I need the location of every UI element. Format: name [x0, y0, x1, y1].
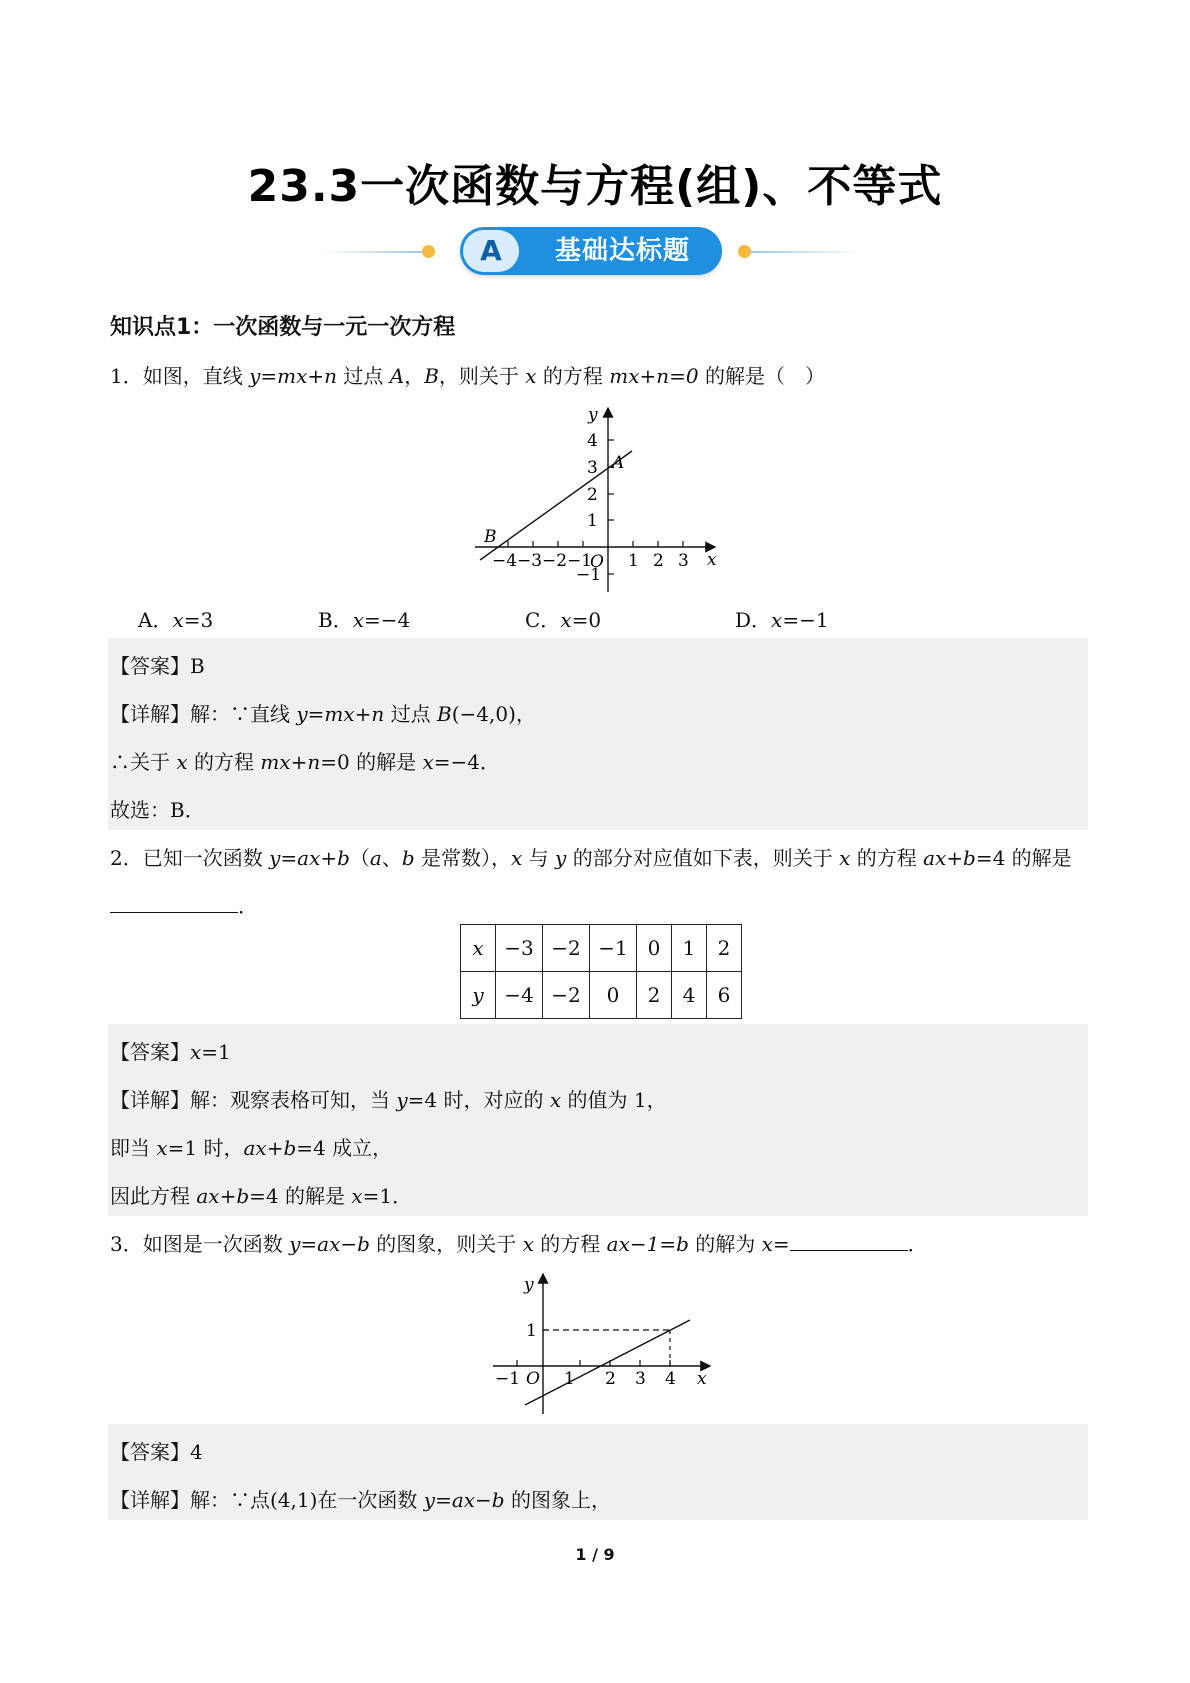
- table-cell: 2: [637, 972, 672, 1019]
- q1-answer: [110, 652, 205, 680]
- q2-answer: [110, 1038, 231, 1066]
- q2-equation: ax+b: [923, 846, 976, 870]
- q3-text: 如图是一次函数: [142, 1232, 290, 1256]
- q1-option-c[interactable]: [525, 604, 601, 633]
- table-header-x: [461, 925, 496, 972]
- q1-detail-line: [110, 700, 536, 728]
- answer-value: B: [190, 654, 205, 678]
- answer-tag: 【答案】: [110, 654, 190, 678]
- q1-variable: x: [525, 364, 537, 388]
- q2-text: 的方程: [850, 846, 924, 870]
- q3-answer: [110, 1438, 203, 1466]
- q1-x-tick-marks: [508, 541, 683, 547]
- detail-text: 的图象上，: [504, 1488, 611, 1512]
- table-cell: −2: [543, 925, 590, 972]
- option-value: =0: [571, 608, 602, 632]
- detail-equation: ax+b: [243, 1136, 297, 1160]
- detail-equation: ax+b: [196, 1184, 250, 1208]
- q1-text: ，: [404, 364, 425, 388]
- q1-detail-line: 故选：B．: [110, 798, 205, 822]
- q2-detail-line: [110, 1086, 667, 1114]
- q2-variable: x: [511, 846, 523, 870]
- q3-graph: [490, 1268, 720, 1418]
- q3-variable: x: [522, 1232, 534, 1256]
- q2-detail-line: [110, 1182, 412, 1210]
- answer-value: =1: [201, 1040, 231, 1064]
- q2-variable: y: [555, 846, 567, 870]
- q3-answer-blank[interactable]: [790, 1230, 908, 1251]
- banner-dot-left: [422, 245, 435, 258]
- table-header-y: [461, 972, 496, 1019]
- table-cell: 6: [707, 972, 742, 1019]
- q1-y-tick: 4: [587, 431, 598, 451]
- table-cell: −3: [496, 925, 543, 972]
- detail-text: =1．: [362, 1184, 413, 1208]
- answer-variable: x: [190, 1040, 202, 1064]
- detail-tag: 【详解】: [110, 1488, 190, 1512]
- q2-equation: y=ax+b: [269, 846, 350, 870]
- q1-x-tick: 3: [678, 551, 689, 571]
- detail-text: =4 成立，: [296, 1136, 393, 1160]
- q1-x-tick: −3: [517, 551, 543, 571]
- detail-text: 过点: [384, 702, 438, 726]
- answer-tag: 【答案】: [110, 1040, 190, 1064]
- q1-y-tick: 3: [587, 458, 598, 478]
- q3-x-tick: 4: [665, 1369, 676, 1389]
- answer-value: 4: [190, 1440, 203, 1464]
- table-cell: 0: [590, 972, 637, 1019]
- q1-x-tick: 2: [653, 551, 664, 571]
- table-cell: −2: [543, 972, 590, 1019]
- q3-tick-marks: [517, 1330, 670, 1366]
- q3-equation: ax−1=b: [606, 1232, 689, 1256]
- q3-stem: [110, 1230, 928, 1258]
- page-number: 1 / 9: [575, 1545, 615, 1564]
- q2-stem: [110, 844, 1072, 872]
- table-row: [461, 972, 742, 1019]
- detail-variable: y: [396, 1088, 408, 1112]
- q3-text: =: [772, 1232, 790, 1256]
- banner-label: 基础达标题: [554, 236, 690, 266]
- header-text: y: [472, 983, 484, 1007]
- q2-text: 是常数），: [414, 846, 512, 870]
- q1-number: 1．: [110, 364, 143, 388]
- detail-text: 的值为 1，: [561, 1088, 667, 1112]
- q1-text: 过点: [337, 364, 390, 388]
- option-value: =−4: [363, 608, 411, 632]
- table-cell: −1: [590, 925, 637, 972]
- option-variable: x: [172, 608, 184, 632]
- q3-line: [525, 1320, 690, 1405]
- q1-equation: y=mx+n: [249, 364, 338, 388]
- q1-point-a-label: A: [612, 453, 625, 473]
- section-heading: 知识点1：一次函数与一元一次方程: [110, 315, 456, 340]
- detail-variable: x: [176, 750, 188, 774]
- q1-x-tick: −2: [542, 551, 568, 571]
- detail-equation: mx+n: [260, 750, 321, 774]
- table-cell: 2: [707, 925, 742, 972]
- q3-text: 的图象，则关于: [369, 1232, 523, 1256]
- page-title: 23.3一次函数与方程(组)、不等式: [247, 161, 943, 212]
- q1-text: 的解是（ ）: [698, 364, 826, 388]
- option-variable: x: [352, 608, 364, 632]
- detail-text: =1 时，: [167, 1136, 244, 1160]
- option-letter: C．: [525, 608, 561, 632]
- q2-text: =4 的解是: [975, 846, 1072, 870]
- q1-text: 的方程: [536, 364, 610, 388]
- banner-line-right: [750, 251, 860, 253]
- q2-detail-line: [110, 1134, 392, 1162]
- q3-text: 的解为: [688, 1232, 762, 1256]
- q1-x-tick: −4: [492, 551, 518, 571]
- detail-variable: x: [351, 1184, 363, 1208]
- option-letter: A．: [138, 608, 173, 632]
- level-banner: [320, 222, 880, 282]
- detail-tag: 【详解】: [110, 702, 190, 726]
- q3-y-label: y: [524, 1275, 534, 1295]
- detail-equation: y=mx+n: [296, 702, 385, 726]
- q2-variable: a: [369, 846, 382, 870]
- detail-variable: x: [156, 1136, 168, 1160]
- q1-point-a: A: [389, 364, 405, 388]
- q2-blank-line: [110, 892, 258, 920]
- q2-text: 与: [522, 846, 556, 870]
- option-letter: B．: [318, 608, 353, 632]
- q1-graph: [470, 400, 730, 600]
- table-cell: 4: [672, 972, 707, 1019]
- table-cell: 0: [637, 925, 672, 972]
- q3-text: 的方程: [533, 1232, 607, 1256]
- q3-x-label: x: [697, 1369, 707, 1389]
- detail-text: 解：∵点(4,1)在一次函数: [190, 1488, 424, 1512]
- q1-point-b-label: B: [484, 527, 497, 547]
- detail-point: B: [437, 702, 452, 726]
- q1-x-label: x: [707, 550, 717, 570]
- q2-text: 的部分对应值如下表，则关于: [566, 846, 840, 870]
- banner-line-left: [320, 251, 425, 253]
- q3-equation: y=ax−b: [289, 1232, 370, 1256]
- option-value: =3: [183, 608, 214, 632]
- option-variable: x: [771, 608, 783, 632]
- q2-text: 、: [381, 846, 402, 870]
- q3-period: ．: [907, 1232, 928, 1256]
- q3-x-tick: 1: [564, 1369, 575, 1389]
- table-row: [461, 925, 742, 972]
- detail-text: 解：∵直线: [190, 702, 297, 726]
- q1-answer-box: [108, 638, 1088, 830]
- q2-number: 2．: [110, 846, 143, 870]
- option-variable: x: [560, 608, 572, 632]
- q2-variable: x: [839, 846, 851, 870]
- q3-x-tick: 2: [605, 1369, 616, 1389]
- q1-text: 如图，直线: [142, 364, 250, 388]
- q2-value-table: [460, 924, 742, 1019]
- q1-stem: [110, 362, 825, 390]
- detail-text: 因此方程: [110, 1184, 197, 1208]
- q1-text: ，则关于: [438, 364, 526, 388]
- detail-tag: 【详解】: [110, 1088, 190, 1112]
- q3-number: 3．: [110, 1232, 143, 1256]
- q3-x-tick: −1: [495, 1369, 521, 1389]
- q1-y-tick: 2: [587, 485, 598, 505]
- q1-equation: mx+n=0: [609, 364, 699, 388]
- q1-origin: O: [590, 552, 604, 572]
- detail-text: ∴关于: [110, 750, 177, 774]
- detail-text: =4 时，对应的: [407, 1088, 550, 1112]
- q1-y-tick: −1: [576, 565, 602, 585]
- q2-text: 已知一次函数: [142, 846, 270, 870]
- detail-text: =4 的解是: [249, 1184, 352, 1208]
- q3-origin: O: [526, 1369, 540, 1389]
- detail-equation: y=ax−b: [423, 1488, 505, 1512]
- table-cell: 1: [672, 925, 707, 972]
- q2-text: （: [349, 846, 370, 870]
- q2-variable: b: [401, 846, 415, 870]
- detail-text: =0 的解是: [320, 750, 423, 774]
- q1-point-b: B: [424, 364, 439, 388]
- detail-text: 即当: [110, 1136, 157, 1160]
- detail-variable: x: [422, 750, 434, 774]
- q3-detail-line: [110, 1486, 611, 1514]
- detail-text: 的方程: [187, 750, 261, 774]
- detail-text: (−4,0)，: [451, 702, 536, 726]
- detail-text: =−4．: [433, 750, 500, 774]
- q1-option-b[interactable]: [318, 604, 410, 633]
- header-text: x: [472, 936, 484, 960]
- q1-x-tick: 1: [628, 551, 639, 571]
- q3-variable: x: [761, 1232, 773, 1256]
- q1-option-d[interactable]: [735, 604, 829, 633]
- answer-tag: 【答案】: [110, 1440, 190, 1464]
- q1-option-a[interactable]: [138, 604, 213, 633]
- banner-letter: A: [463, 230, 519, 272]
- q1-x-tick: −1: [567, 551, 593, 571]
- detail-variable: x: [549, 1088, 562, 1112]
- q2-period: ．: [238, 894, 258, 918]
- q3-x-tick: 3: [635, 1369, 646, 1389]
- option-letter: D．: [735, 608, 772, 632]
- q3-y-tick: 1: [526, 1321, 537, 1341]
- option-value: =−1: [782, 608, 829, 632]
- q1-y-tick: 1: [587, 511, 598, 531]
- q1-y-label: y: [588, 405, 598, 425]
- table-cell: −4: [496, 972, 543, 1019]
- q1-detail-line: [110, 748, 500, 776]
- q2-answer-blank[interactable]: [110, 892, 238, 913]
- detail-text: 解：观察表格可知，当: [190, 1088, 397, 1112]
